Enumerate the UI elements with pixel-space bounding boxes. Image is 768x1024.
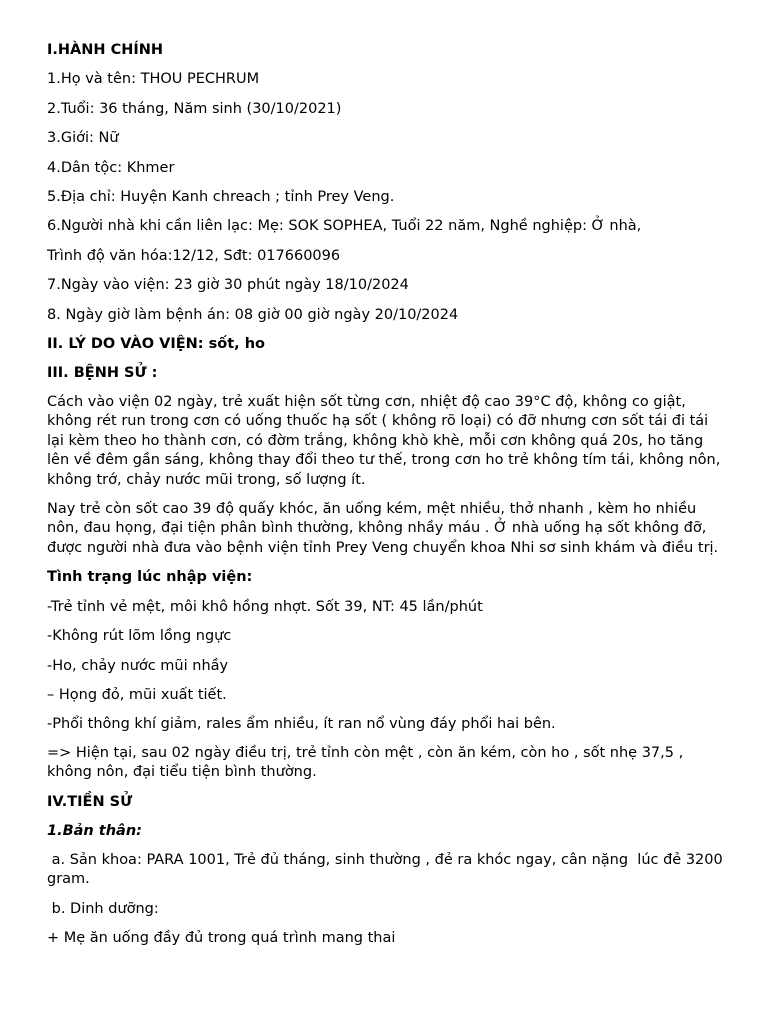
section-title-ly-do: II. LÝ DO VÀO VIỆN: sốt, ho (47, 335, 265, 352)
subsection-ban-than: 1.Bản thân: (47, 823, 142, 840)
obstetric-history: a. Sản khoa: PARA 1001, Trẻ đủ tháng, sinh thường , đẻ ra khóc ngay, cân nặng lúc đẻ 3200 gram. (47, 851, 728, 888)
section-title-tien-su: IV.TIỀN SỬ (47, 793, 133, 810)
section-title-benh-su: III. BỆNH SỬ : (47, 365, 158, 382)
patient-age: 2.Tuổi: 36 tháng, Năm sinh (30/10/2021) (47, 100, 342, 117)
history-paragraph-2: Nay trẻ còn sốt cao 39 độ quấy khóc, ăn uống kém, mệt nhiều, thở nhanh , kèm ho nhiều nôn, đau họng, đại tiện phân bình thường, không nhầy máu . Ở nhà uống hạ sốt không đỡ, được người nhà đưa vào bệnh viện tỉnh Prey Veng chuyển khoa Nhi sơ sinh khám và điều trị. (47, 500, 719, 556)
admission-status-line: -Không rút lõm lồng ngực (47, 628, 232, 645)
admission-status-line: – Họng đỏ, mũi xuất tiết. (47, 687, 227, 703)
history-paragraph-1: Cách vào viện 02 ngày, trẻ xuất hiện sốt từng cơn, nhiệt độ cao 39°C độ, không co giật, không rét run trong cơn có uống thuốc hạ sốt ( không rõ loại) có đỡ nhưng cơn sốt tái đi tái lại kèm theo ho thành cơn, có đờm trắng, không khò khè, mỗi cơn không quá 20s, ho tăng lên về đêm gần sáng, không thay đổi theo tư thế, trong cơn ho trẻ không tím tái, không nôn, không trớ, chảy nước mũi trong, số lượng ít. (47, 393, 721, 489)
medical-record-document (47, 40, 727, 958)
current-status: => Hiện tại, sau 02 ngày điều trị, trẻ tỉnh còn mệt , còn ăn kém, còn ho , sốt nhẹ 37,5 , không nôn, đại tiểu tiện bình thường. (47, 744, 684, 781)
admission-status-line: -Phổi thông khí giảm, rales ẩm nhiều, ít ran nổ vùng đáy phổi hai bên. (47, 716, 556, 733)
patient-name: 1.Họ và tên: THOU PECHRUM (47, 71, 260, 88)
nutrition-title: b. Dinh dưỡng: (47, 900, 159, 917)
patient-sex: 3.Giới: Nữ (47, 130, 119, 147)
nutrition-mother: + Mẹ ăn uống đầy đủ trong quá trình mang thai (47, 930, 396, 947)
contact-person: 6.Người nhà khi cần liên lạc: Mẹ: SOK SOPHEA, Tuổi 22 năm, Nghề nghiệp: Ở nhà, (47, 218, 642, 235)
patient-ethnicity: 4.Dân tộc: Khmer (47, 159, 175, 176)
admission-status-line: -Ho, chảy nước mũi nhầy (47, 657, 229, 674)
admission-date: 7.Ngày vào viện: 23 giờ 30 phút ngày 18/10/2024 (47, 277, 409, 294)
record-date: 8. Ngày giờ làm bệnh án: 08 giờ 00 giờ ngày 20/10/2024 (47, 306, 459, 323)
admission-status-title: Tình trạng lúc nhập viện: (47, 569, 253, 586)
section-title-hanh-chinh: I.HÀNH CHÍNH (47, 42, 164, 58)
patient-address: 5.Địa chỉ: Huyện Kanh chreach ; tỉnh Prey Veng. (47, 188, 395, 205)
contact-education-phone: Trình độ văn hóa:12/12, Sđt: 017660096 (47, 247, 341, 264)
admission-status-line: -Trẻ tỉnh vẻ mệt, môi khô hồng nhợt. Sốt 39, NT: 45 lần/phút (47, 598, 483, 615)
